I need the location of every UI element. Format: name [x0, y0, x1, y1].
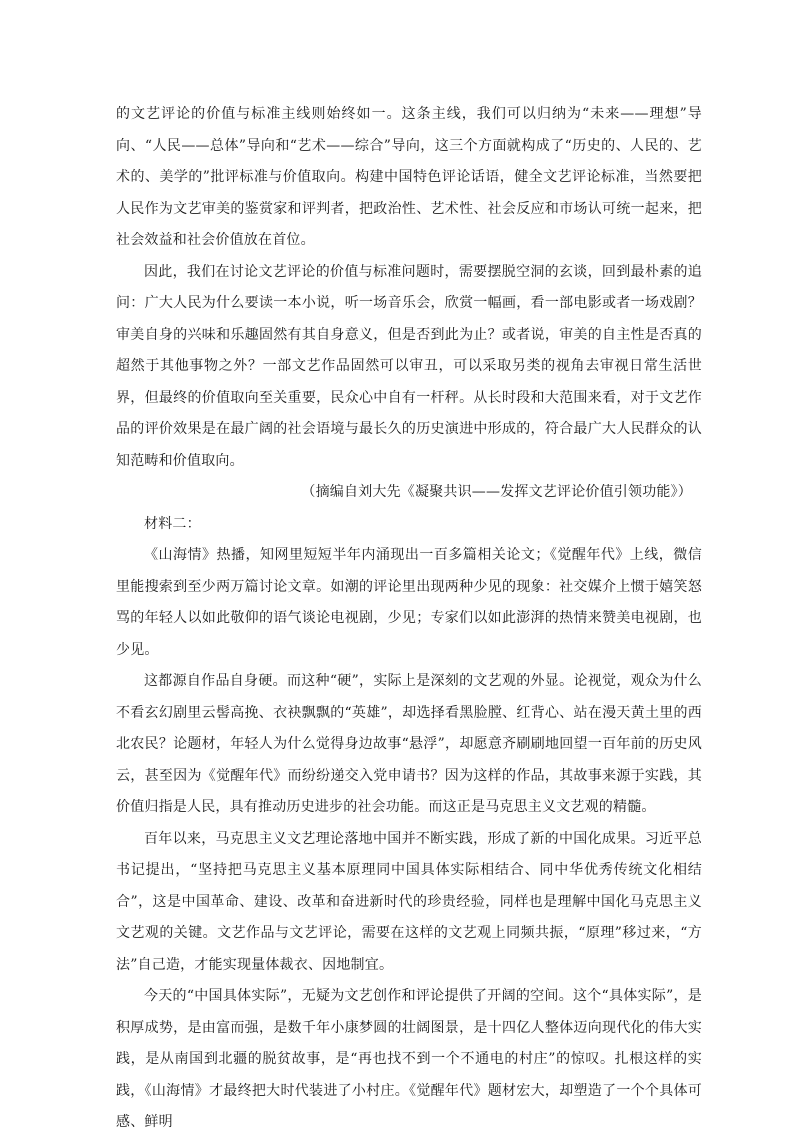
paragraph-therefore: 因此，我们在讨论文艺评论的价值与标准问题时，需要摆脱空洞的玄谈，回到最朴素的追问：广大人民为什么要读一本小说，听一场音乐会，欣赏一幅画，看一部电影或者一场戏剧？审美自身的兴味和乐趣固然有其自身意义，但是否到此为止？或者说，审美的自主性是否真的超然于其他事物之外？一部文艺作品固然可以审丑，可以采取另类的视角去审视日常生活世界，但最终的价值取向至关重要，民众心中自有一杆秤。从长时段和大范围来看，对于文艺作品的评价效果是在最广阔的社会语境与最长久的历史演进中形成的，符合最广大人民群众的认知范畴和价值取向。	[116, 263, 702, 469]
paragraph-china-reality: 今天的“中国具体实际”，无疑为文艺创作和评论提供了开阔的空间。这个“具体实际”，是积厚成势，是由富而强，是数千年小康梦圆的壮阔图景，是十四亿人整体迈向现代化的伟大实践，是从南国到北疆的脱贫故事，是“再也找不到一个不通电的村庄”的惊叹。扎根这样的实践，《山海情》才最终把大时代装进了小村庄。《觉醒年代》题材宏大，却塑造了一个个具体可感、鲜明	[116, 988, 702, 1130]
source-citation: （摘编自刘大先《凝聚共识——发挥文艺评论价值引领功能》）	[301, 484, 692, 500]
paragraph-continuation: 的文艺评论的价值与标准主线则始终如一。这条主线，我们可以归纳为“未来——理想”导向、“人民——总体”导向和“艺术——综合”导向，这三个方面就构成了“历史的、人民的、艺术的、美学的”批评标准与价值取向。构建中国特色评论话语，健全文艺评论标准，当然要把人民作为文艺审美的鉴赏家和评判者，把政治性、艺术性、社会反应和市场认可统一起来，把社会效益和社会价值放在首位。	[116, 106, 702, 248]
material-two-heading: 材料二：	[144, 515, 201, 532]
paragraph-marxism: 百年以来，马克思主义文艺理论落地中国并不断实践，形成了新的中国化成果。习近平总书记提出，“坚持把马克思主义基本原理同中国具体实际相结合、同中华优秀传统文化相结合”，这是中国革命、建设、改革和奋进新时代的珍贵经验，同样也是理解中国化马克思主义文艺观的关键。文艺作品与文艺评论，需要在这样的文艺观上同频共振，“原理”移过来，“方法”自己造，才能实现量体裁衣、因地制宜。	[116, 830, 702, 973]
paragraph-shanhaiqing: 《山海情》热播，知网里短短半年内涌现出一百多篇相关论文；《觉醒年代》上线，微信里能搜索到至少两万篇讨论文章。如潮的评论里出现两种少见的现象：社交媒介上惯于嬉笑怒骂的年轻人以如此敬仰的语气谈论电视剧，少见；专家们以如此澎湃的热情来赞美电视剧，也少见。	[116, 547, 702, 658]
document-body	[116, 99, 702, 1139]
paragraph-hard-work: 这都源自作品自身硬。而这种“硬”，实际上是深刻的文艺观的外显。论视觉，观众为什么不看玄幻剧里云髻高挽、衣袂飘飘的“英雄”，却选择看黑脸膛、红背心、站在漫天黄土里的西北农民？论题材，年轻人为什么觉得身边故事“悬浮”，却愿意齐刷刷地回望一百年前的历史风云，甚至因为《觉醒年代》而纷纷递交入党申请书？因为这样的作品，其故事来源于实践，其价值归指是人民，具有推动历史进步的社会功能。而这正是马克思主义文艺观的精髓。	[116, 673, 702, 815]
